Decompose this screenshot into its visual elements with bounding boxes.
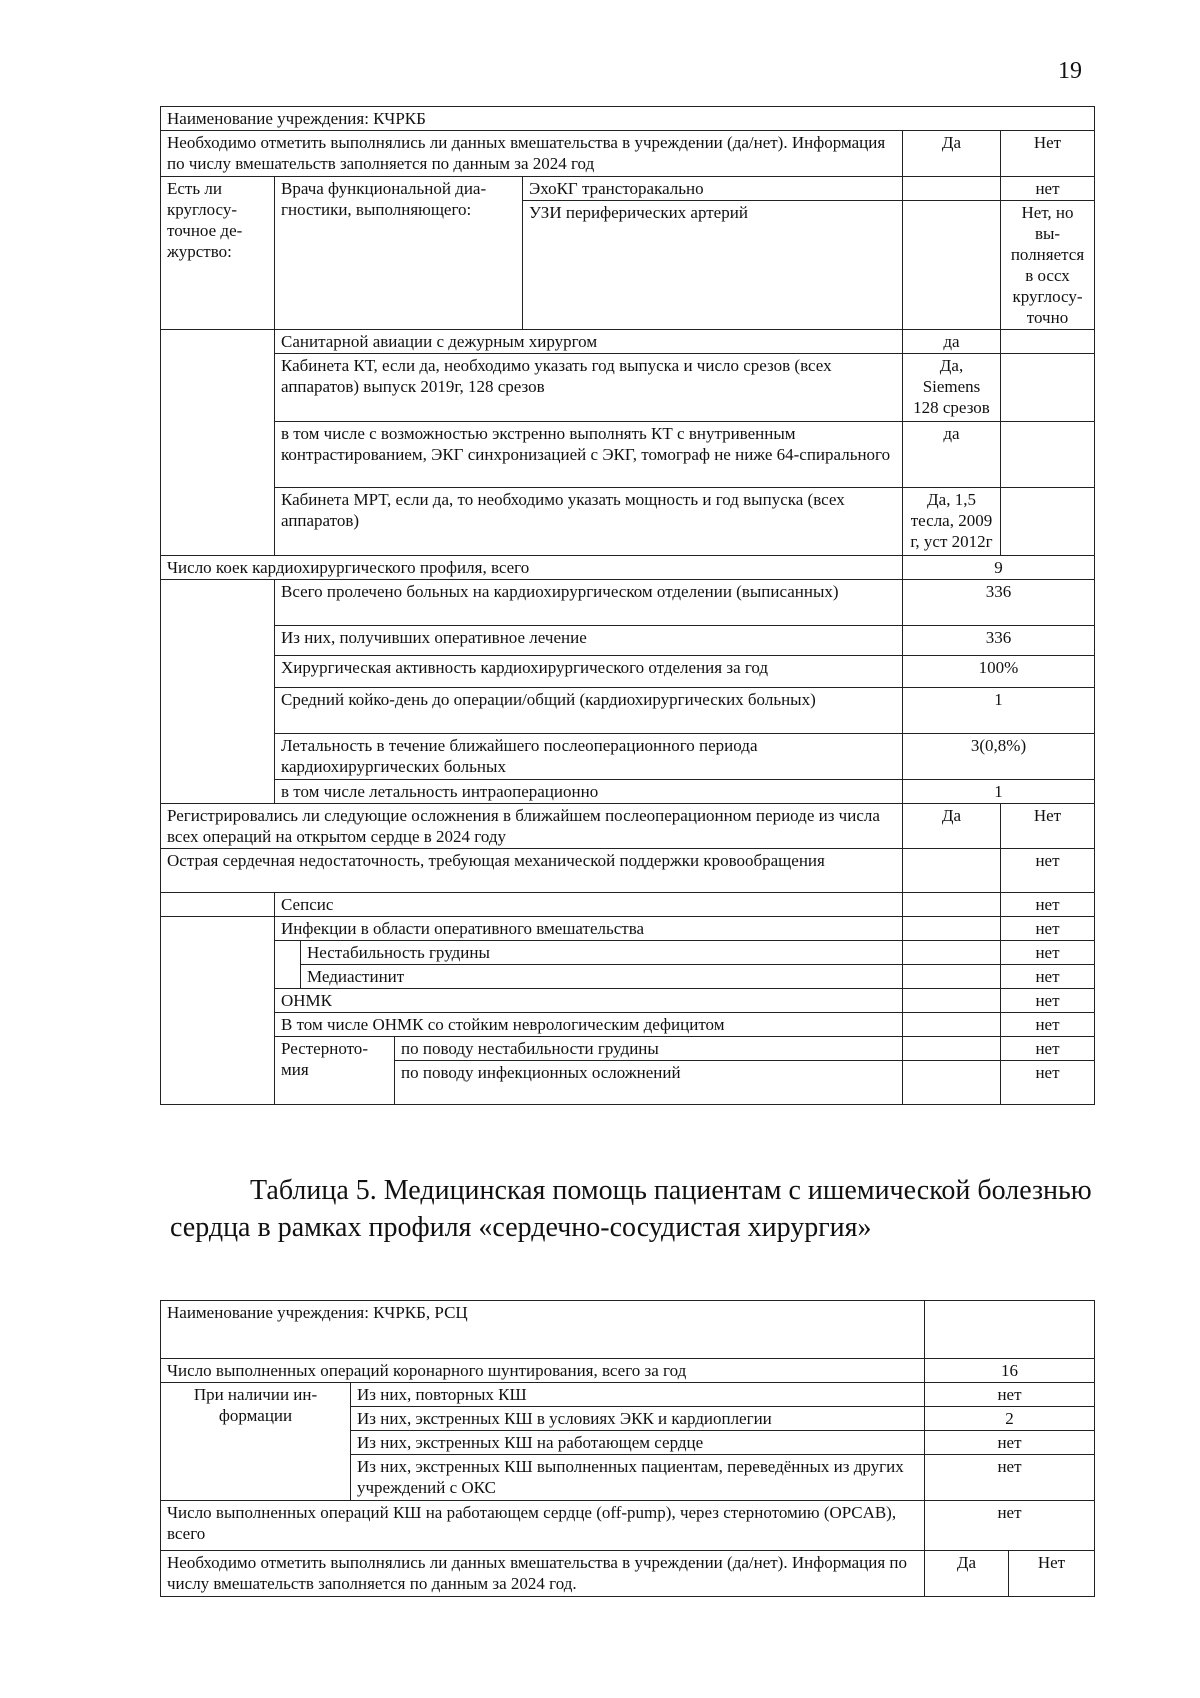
uzi-yes [903, 201, 1001, 330]
mortality-label: Летальность в течение ближайшего послеоперационного периода кардиохирургических больных [275, 734, 903, 780]
table5-caption [170, 1172, 1130, 1246]
mortality-intra-label: в том числе летальность интраоперационно [275, 780, 903, 804]
mediastinitis-label: Медиастинит [301, 965, 903, 989]
activity-label: Хирургическая активность кардиохирургического отделения за год [275, 656, 903, 688]
complications-question: Регистрировались ли следующие осложнения в ближайшем послеоперационном периоде из числа всех операций на открытом сердце в 2024 году [161, 804, 903, 849]
uzi-no: Нет, но выполняется в оссх круглосуточно [1001, 201, 1095, 330]
emergency-ekk-label: Из них, экстренных КШ в условиях ЭКК и кардиоплегии [351, 1407, 925, 1431]
emergency-beating-label: Из них, экстренных КШ на работающем сердце [351, 1431, 925, 1455]
sepsis-no: нет [1001, 893, 1095, 917]
beds-label: Число коек кардиохирургического профиля, всего [161, 556, 903, 580]
operated-value: 336 [903, 626, 1095, 656]
caption-line-1: Таблица 5. Медицинская помощь пациентам с ишемической болезнью [250, 1175, 1092, 1206]
col-no-header: Нет [1001, 131, 1095, 177]
infections-no: нет [1001, 917, 1095, 941]
kt-label: Кабинета КТ, если да, необходимо указать год выпуска и число срезов (всех аппаратов) выпуск 2019г, 128 срезов [275, 354, 903, 422]
onmk-no: нет [1001, 989, 1095, 1013]
avia-label: Санитарной авиации с дежурным хирургом [275, 330, 903, 354]
operated-label: Из них, получивших оперативное лечение [275, 626, 903, 656]
heart-failure-label: Острая сердечная недостаточность, требующая механической поддержки кровообращения [161, 849, 903, 893]
avia-no [1001, 330, 1095, 354]
opcab-label: Число выполненных операций КШ на работающем сердце (off-pump), через стернотомию (OPCAB), всего [161, 1501, 925, 1551]
avia-yes: да [903, 330, 1001, 354]
rest-instability-no: нет [1001, 1037, 1095, 1061]
cabg-table [160, 1300, 1095, 1597]
repeat-cabg-value: нет [925, 1383, 1095, 1407]
rest-infection-label: по поводу инфекционных осложнений [395, 1061, 903, 1105]
uzi-label: УЗИ периферических артерий [523, 201, 903, 330]
emergency-transfer-label: Из них, экстренных КШ выполненных пациентам, переведённых из других учреждений с ОКС [351, 1455, 925, 1501]
mrt-label: Кабинета МРТ, если да, то необходимо указать мощность и год выпуска (всех аппаратов) [275, 488, 903, 556]
resternotomy-label: Рестернотомия [275, 1037, 395, 1105]
kt-contrast-label: в том числе с возможностью экстренно выполнять КТ с внутривенным контрастированием, ЭКГ синхронизацией с ЭКГ, томограф не ниже 64-спирального [275, 422, 903, 488]
col-yes-header-2: Да [925, 1551, 1009, 1597]
echo-yes [903, 177, 1001, 201]
col-no-header-2: Нет [1009, 1551, 1095, 1597]
mrt-yes: Да, 1,5 тесла, 2009 г, уст 2012г [903, 488, 1001, 556]
sternum-instability-no: нет [1001, 941, 1095, 965]
institution-name: Наименование учреждения: КЧРКБ [161, 107, 1095, 131]
mortality-value: 3(0,8%) [903, 734, 1095, 780]
complications-yes-header: Да [903, 804, 1001, 849]
echo-no: нет [1001, 177, 1095, 201]
sternum-instability-label: Нестабильность грудины [301, 941, 903, 965]
bed-days-value: 1 [903, 688, 1095, 734]
institution-name-2: Наименование учреждения: КЧРКБ, РСЦ [161, 1301, 925, 1359]
col-yes-header: Да [903, 131, 1001, 177]
page-number: 19 [1058, 58, 1082, 84]
mortality-intra-value: 1 [903, 780, 1095, 804]
infections-label: Инфекции в области оперативного вмешательства [275, 917, 903, 941]
emergency-ekk-value: 2 [925, 1407, 1095, 1431]
cabg-total-label: Число выполненных операций коронарного шунтирования, всего за год [161, 1359, 925, 1383]
kt-contrast-yes: да [903, 422, 1001, 488]
emergency-beating-value: нет [925, 1431, 1095, 1455]
heart-failure-no: нет [1001, 849, 1095, 893]
treated-label: Всего пролечено больных на кардиохирургическом отделении (выписанных) [275, 580, 903, 626]
mediastinitis-no: нет [1001, 965, 1095, 989]
caption-line-2: сердца в рамках профиля «сердечно-сосудистая хирургия» [170, 1212, 872, 1243]
repeat-cabg-label: Из них, повторных КШ [351, 1383, 925, 1407]
note-text-2: Необходимо отметить выполнялись ли данных вмешательства в учреждении (да/нет). Информация по числу вмешательств заполняется по данным за 2024 год. [161, 1551, 925, 1597]
func-doctor-label: Врача функциональной диагностики, выполняющего: [275, 177, 523, 330]
beds-value: 9 [903, 556, 1095, 580]
kt-no [1001, 354, 1095, 422]
if-info-label: При наличии информации [161, 1383, 351, 1501]
onmk-deficit-no: нет [1001, 1013, 1095, 1037]
onmk-deficit-label: В том числе ОНМК со стойким неврологическим дефицитом [275, 1013, 903, 1037]
kt-contrast-no [1001, 422, 1095, 488]
institution-capabilities-table [160, 106, 1095, 1105]
complications-no-header: Нет [1001, 804, 1095, 849]
sepsis-label: Сепсис [275, 893, 903, 917]
note-text: Необходимо отметить выполнялись ли данных вмешательства в учреждении (да/нет). Информация по числу вмешательств заполняется по данным за 2024 год [161, 131, 903, 177]
emergency-transfer-value: нет [925, 1455, 1095, 1501]
duty-label: Есть ли круглосуточное дежурство: [161, 177, 275, 330]
rest-infection-no: нет [1001, 1061, 1095, 1105]
opcab-value: нет [925, 1501, 1095, 1551]
activity-value: 100% [903, 656, 1095, 688]
mrt-no [1001, 488, 1095, 556]
kt-yes: Да, Siemens 128 срезов [903, 354, 1001, 422]
echo-label: ЭхоКГ трансторакально [523, 177, 903, 201]
treated-value: 336 [903, 580, 1095, 626]
rest-instability-label: по поводу нестабильности грудины [395, 1037, 903, 1061]
cabg-total-value: 16 [925, 1359, 1095, 1383]
onmk-label: ОНМК [275, 989, 903, 1013]
bed-days-label: Средний койко-день до операции/общий (кардиохирургических больных) [275, 688, 903, 734]
